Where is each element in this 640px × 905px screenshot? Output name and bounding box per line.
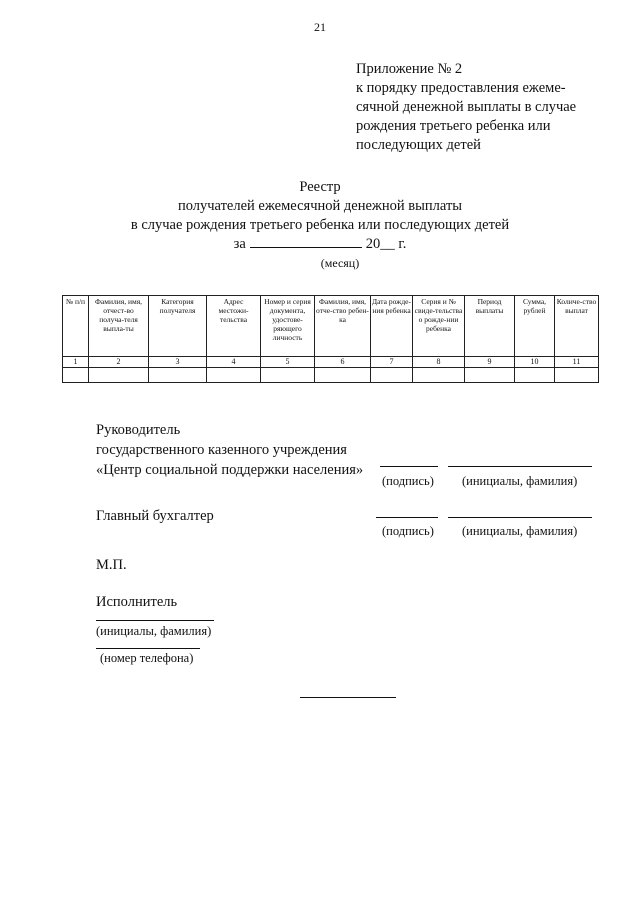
column-header: № п/п: [63, 296, 89, 357]
column-number: 7: [371, 357, 413, 368]
column-number: 5: [261, 357, 315, 368]
initials-line: [448, 466, 592, 467]
initials-caption: (инициалы, фамилия): [462, 524, 578, 538]
table-cell: [465, 368, 515, 383]
column-header: Номер и серия документа, удостове-ряющего личность: [261, 296, 315, 357]
register-table: [62, 295, 599, 383]
table-cell: [515, 368, 555, 383]
table-cell: [207, 368, 261, 383]
head-title-line: государственного казенного учреждения: [96, 442, 347, 458]
table-cell: [149, 368, 207, 383]
column-number: 11: [555, 357, 599, 368]
table-cell: [555, 368, 599, 383]
phone-line: [96, 648, 200, 649]
appendix-line: рождения третьего ребенка или: [356, 118, 551, 134]
column-header: Дата рожде-ния ребенка: [371, 296, 413, 357]
column-number: 1: [63, 357, 89, 368]
period-prefix: за: [233, 236, 246, 252]
executor-label: Исполнитель: [96, 594, 178, 610]
table-cell: [89, 368, 149, 383]
column-number: 3: [149, 357, 207, 368]
appendix-block: [356, 60, 616, 155]
register-heading: [0, 178, 640, 273]
column-header: Категория получателя: [149, 296, 207, 357]
column-header: Фамилия, имя, отче-ство ребен-ка: [315, 296, 371, 357]
table-cell: [261, 368, 315, 383]
column-header: Фамилия, имя, отчест-во получа-теля выпла-ты: [89, 296, 149, 357]
table-header-row: [63, 296, 599, 357]
signature-caption: (подпись): [382, 524, 434, 538]
table-cell: [63, 368, 89, 383]
chief-accountant-label: Главный бухгалтер: [96, 508, 214, 524]
seal-label: М.П.: [96, 557, 127, 573]
table-cell: [413, 368, 465, 383]
head-title-line: Руководитель: [96, 422, 181, 438]
register-subtitle: в случае рождения третьего ребенка или последующих детей: [130, 217, 510, 233]
signature-line: [380, 466, 438, 467]
column-header: Сумма, рублей: [515, 296, 555, 357]
signature-caption: (подпись): [382, 474, 434, 488]
register-period: [0, 235, 640, 254]
period-year: 20__ г.: [365, 236, 407, 252]
executor-initials-line: [96, 620, 214, 621]
month-hint: (месяц): [320, 256, 360, 270]
column-number: 10: [515, 357, 555, 368]
column-number: 8: [413, 357, 465, 368]
appendix-line: сячной денежной выплаты в случае: [356, 99, 577, 115]
executor-initials-caption: (инициалы, фамилия): [96, 624, 212, 638]
table-cell: [315, 368, 371, 383]
appendix-line: к порядку предоставления ежеме-: [356, 80, 566, 96]
register-title: Реестр: [299, 179, 341, 195]
appendix-line: Приложение № 2: [356, 61, 463, 77]
initials-line: [448, 517, 592, 518]
column-number-row: [63, 357, 599, 368]
column-number: 6: [315, 357, 371, 368]
column-header: Адрес местожи-тельства: [207, 296, 261, 357]
column-number: 9: [465, 357, 515, 368]
month-blank: [250, 235, 362, 248]
column-header: Серия и № свиде-тельства о рожде-нии ребенка: [413, 296, 465, 357]
column-number: 2: [89, 357, 149, 368]
appendix-line: последующих детей: [356, 137, 481, 153]
column-number: 4: [207, 357, 261, 368]
signature-line: [376, 517, 438, 518]
head-title-line: «Центр социальной поддержки населения»: [96, 462, 364, 478]
column-header: Период выплаты: [465, 296, 515, 357]
page-number: 21: [314, 20, 326, 34]
initials-caption: (инициалы, фамилия): [462, 474, 578, 488]
table-row: [63, 368, 599, 383]
table-cell: [371, 368, 413, 383]
register-subtitle: получателей ежемесячной денежной выплаты: [177, 198, 463, 214]
closing-divider: [300, 697, 396, 698]
phone-caption: (номер телефона): [100, 651, 194, 665]
column-header: Количе-ство выплат: [555, 296, 599, 357]
